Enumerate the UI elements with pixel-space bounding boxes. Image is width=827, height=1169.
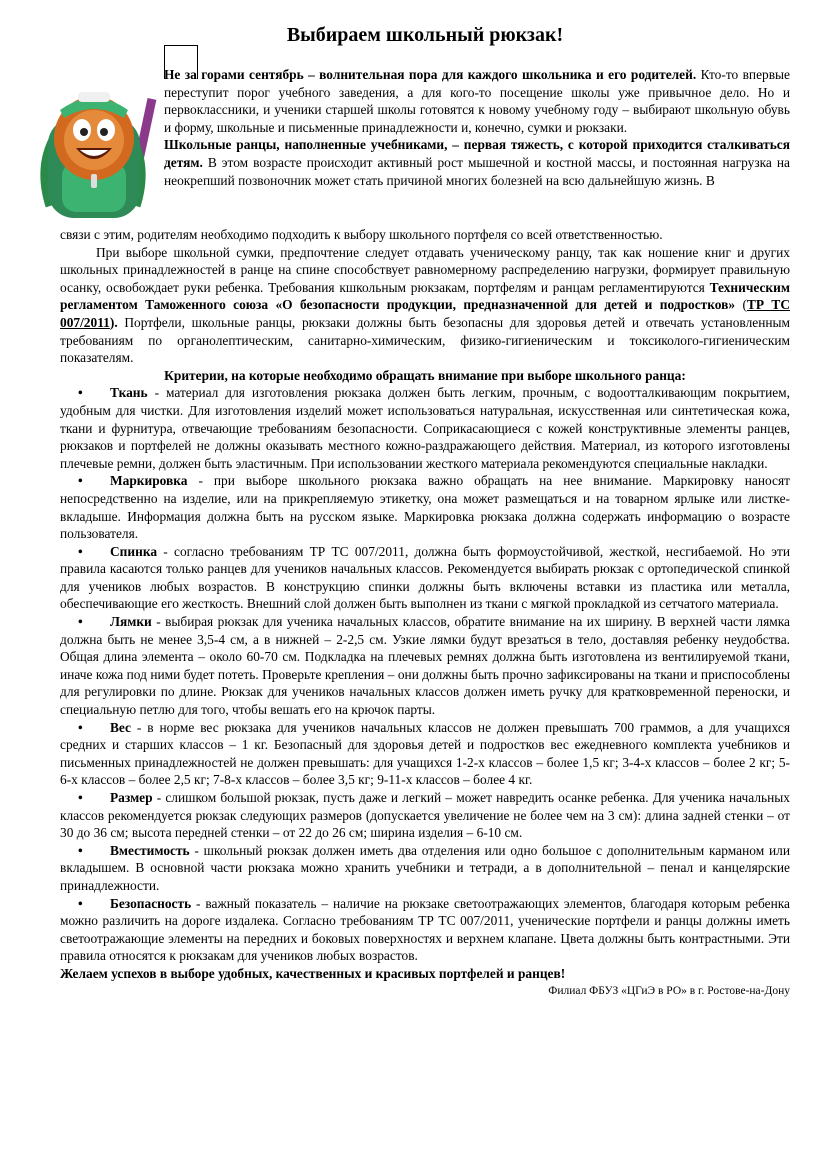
intro-lead-bold: Не за горами сентябрь – волнительная пора для каждого школьника и его родителей.: [164, 67, 697, 82]
regulation-paren-close: ).: [109, 314, 118, 330]
criteria-text: - материал для изготовления рюкзака должен быть легким, прочным, с водоотталкивающим покрытием, удобным для чистки. Для изготовления изделий может использоваться натуральная, искусственная или синтетическая кожа, ткани и фурнитура, отвечающие требованиям безопасности. Соприкасающиеся с кожей конструктивные элементы ранцев, рюкзаков и портфелей не должны оказывать местного кожно-раздражающего действия. Материал, из которого изготовлены плечевые ремни, должен быть эластичным. При использовании жесткого материала рекомендуются специальные накладки.: [60, 385, 790, 471]
criteria-text: - согласно требованиям ТР ТС 007/2011, должна быть формоустойчивой, жесткой, несгибаемой. Но эти правила касаются только ранцев для учеников начальных классов. Рекомендуется выбирать рюкзак с ортопедической спинкой для учеников любых возрастов. В конструкцию спинки должны быть включены вставки из пластика или металла, обеспечивающие его жесткость. Внешний слой должен быть выполнен из ткани с мягкой прокладкой из сетчатого материала.: [60, 543, 790, 612]
criteria-item: [60, 384, 790, 472]
intro-block: [164, 66, 790, 189]
criteria-item: [60, 895, 790, 965]
regulation-text-2: Портфели, школьные ранцы, рюкзаки должны быть безопасны для здоровья детей и отвечать установленным требованиям по органолептическим, санитарно-химическим, физико-гигиеническим и токсиколого-гигиеническим показателям.: [60, 314, 790, 366]
criteria-term: Ткань: [110, 385, 148, 401]
criteria-text: - в норме вес рюкзака для учеников начальных классов не должен превышать 700 граммов, а для учащихся средних и старших классов – 1 кг. Безопасный для здоровья детей и подростков вес ежедневного комплекта учебников и письменных принадлежностей не должен превышать: для учащихся 1-2-х классов – более 1,5 кг; 3-4-х классов – более 2 кг; 5-6-х классов – более 2,5 кг; 7-8-х классов – более 3,5 кг; 9-11-х классов – более 4 кг.: [60, 719, 790, 788]
bullet-icon: •: [78, 614, 83, 630]
criteria-item: [60, 472, 790, 542]
bullet-icon: •: [78, 543, 83, 559]
criteria-item: [60, 842, 790, 895]
closing-line: Желаем успехов в выборе удобных, качественных и красивых портфелей и ранцев!: [60, 965, 566, 981]
backpack-mascot-illustration: [28, 78, 160, 224]
bullet-icon: •: [78, 790, 83, 805]
criteria-term: Вместимость: [110, 842, 190, 858]
signature: Филиал ФБУЗ «ЦГиЭ в РО» в г. Ростове-на-Дону: [548, 984, 790, 997]
intro-lead-text: Кто-то впервые переступит порог учебного заведения, а для кого-то посещение школы уже привычное дело. Но и первоклассники, и ученики старшей школы готовятся к новому учебному году – выбирают школьную обувь и форму, школьные и письменные принадлежности и, конечно, сумки и рюкзаки.: [164, 67, 790, 135]
criteria-term: Безопасность: [110, 895, 192, 911]
criteria-text: - выбирая рюкзак для ученика начальных классов, обратите внимание на их ширину. В верхней части лямка должна быть не менее 3,5-4 см, а в нижней – 2-2,5 см. Узкие лямки будут врезаться в тело, доставляя ребенку неудобства. Общая длина элемента – около 60-70 см. Подкладка на плечевых ремнях должна быть изготовлена из вентилируемой ткани, иначе кожа под ними будет потеть. Проверьте крепления – они должны быть прочно зафиксированы на ткани и приспособлены для регулировки по длине. Рюкзак для учеников начальных классов должен иметь ручку для кратковременной переноски, и специальную петлю для того, чтобы вешать его на крючок парты.: [60, 614, 790, 718]
intro-paragraph-2: [164, 136, 790, 189]
intro-paragraph-2-tail: связи с этим, родителям необходимо подходить к выбору школьного портфеля со всей ответственностью.: [60, 227, 663, 242]
regulation-link[interactable]: ТР ТС 007/2011: [60, 297, 790, 330]
criteria-term: Спинка: [110, 543, 158, 559]
bullet-icon: •: [78, 719, 83, 735]
criteria-heading: Критерии, на которые необходимо обращать внимание при выборе школьного ранца:: [164, 367, 686, 383]
main-body: [60, 226, 790, 1000]
criteria-text: - важный показатель – наличие на рюкзаке светоотражающих элементов, благодаря которым ребенка можно различить на дороге издалека. Согласно требованиям ТР ТС 007/2011, ученические портфели и ранцы должны иметь светоотражающие элементы на передних и боковых поверхностях и верхнем клапане. Цвета должны быть контрастными. Эти правила относятся к рюкзакам для учеников любых возрастов.: [60, 895, 790, 964]
criteria-term: Маркировка: [110, 473, 188, 489]
intro-second-text: В этом возрасте происходит активный рост мышечной и костной массы, и постоянная нагрузка на неокрепший позвоночник может стать причиной многих болезней на всю дальнейшую жизнь. В: [164, 154, 790, 188]
criteria-text: - при выборе школьного рюкзака важно обращать на нее внимание. Маркировку наносят непосредственно на изделие, или на прикрепляемую этикетку, она может размещаться и на товарном ярлыке или листке-вкладыше. Информация должна быть на русском языке. Маркировка рюкзака должна содержать информацию о возрасте пользователя.: [60, 473, 790, 542]
criteria-term: Размер: [110, 790, 153, 805]
regulation-paragraph: [60, 244, 790, 367]
bullet-icon: •: [78, 895, 83, 911]
bullet-icon: •: [78, 842, 83, 858]
criteria-item: [60, 613, 790, 719]
regulation-title-bold: Техническим регламентом Таможенного союза «О безопасности продукции, предназначенной для детей и подростков»: [60, 279, 790, 313]
bullet-icon: •: [78, 385, 83, 401]
regulation-text-1: При выборе школьной сумки, предпочтение следует отдавать ученическому ранцу, так как ношение книг и других школьных принадлежностей в ранце на спине способствует равномерному распределению нагрузки, формирует правильную осанку, освобождает руки ребенка. Требования кшкольным рюкзакам, портфелям и ранцам регламентируются: [60, 244, 790, 295]
regulation-paren: (: [735, 297, 747, 313]
criteria-item: [60, 719, 790, 789]
criteria-text: - школьный рюкзак должен иметь два отделения или одно большое с дополнительным карманом или вкладышем. В основной части рюкзака можно хранить учебники и тетради, а в дополнительной – пенал и канцелярские принадлежности.: [60, 842, 790, 893]
criteria-term: Вес: [110, 719, 131, 735]
criteria-text: - слишком большой рюкзак, пусть даже и легкий – может навредить осанке ребенка. Для ученика начальных классов рекомендуется рюкзак следующих размеров (допускается увеличение не более чем на 3 см): длина задней стенки – от 30 до 36 см; высота передней стенки – от 22 до 26 см; ширина изделия – 6-10 см.: [60, 790, 790, 841]
criteria-item: [60, 789, 790, 842]
criteria-item: [60, 543, 790, 613]
intro-second-bold: Школьные ранцы, наполненные учебниками, – первая тяжесть, с которой приходится сталкиваться детям.: [164, 137, 790, 170]
criteria-term: Лямки: [110, 614, 152, 630]
bullet-icon: •: [78, 473, 83, 489]
backpack-mascot-icon: [28, 78, 160, 224]
intro-paragraph-1: [164, 66, 790, 136]
page-title: Выбираем школьный рюкзак!: [286, 24, 564, 46]
